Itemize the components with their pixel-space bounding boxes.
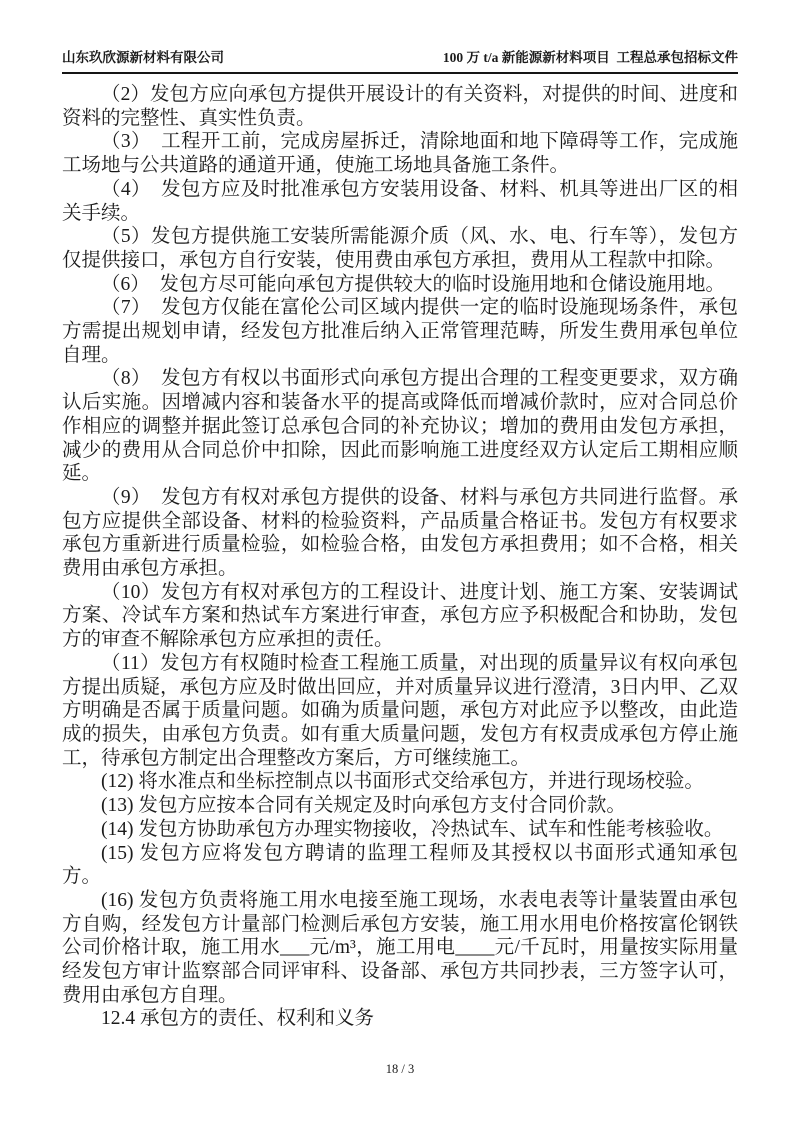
paragraph-5: （5）发包方提供施工安装所需能源介质（风、水、电、行车等），发包方仅提供接口，承包方自行安装，使用费由承包方承担，费用从工程款中扣除。 <box>62 226 738 271</box>
paragraph-7: （7） 发包方仅能在富伦公司区域内提供一定的临时设施现场条件，承包方需提出规划申请，经发包方批准后纳入正常管理范畴，所发生费用承包单位自理。 <box>62 297 738 366</box>
paragraph-15: (15) 发包方应将发包方聘请的监理工程师及其授权以书面形式通知承包方。 <box>62 842 738 888</box>
paragraph-4: （4） 发包方应及时批准承包方安装用设备、材料、机具等进出厂区的相关手续。 <box>62 178 738 224</box>
paragraph-10: （10）发包方有权对承包方的工程设计、进度计划、施工方案、安装调试方案、冷试车方案和热试车方案进行审查，承包方应予积极配合和协助，发包方的审查不解除承包方应承担的责任。 <box>62 581 738 651</box>
header-doc-title: 100 万 t/a 新能源新材料项目 工程总承包招标文件 <box>442 50 738 65</box>
paragraph-14: (14) 发包方协助承包方办理实物接收，冷热试车、试车和性能考核验收。 <box>101 818 724 840</box>
paragraph-16: (16) 发包方负责将施工用水电接至施工现场，水表电表等计量装置由承包方自购，经发包方计量部门检测后承包方安装，施工用水用电价格按富伦钢铁公司价格计取，施工用水___元/m³，施工用电____元/千瓦时，用量按实际用量经发包方审计监察部合同评审科、设备部、承包方共同抄表，三方签字认可，费用由承包方自理。 <box>62 889 738 1006</box>
paragraph-8: （8） 发包方有权以书面形式向承包方提出合理的工程变更要求，双方确认后实施。因增减内容和装备水平的提高或降低而增减价款时，应对合同总价作相应的调整并据此签订总承包合同的补充协议；增加的费用由发包方承担，减少的费用从合同总价中扣除，因此而影响施工进度经双方认定后工期相应顺延。 <box>62 368 738 485</box>
section-heading-12-4: 12.4 承包方的责任、权利和义务 <box>101 1008 375 1030</box>
paragraph-3: （3） 工程开工前，完成房屋拆迁，清除地面和地下障碍等工作，完成施工场地与公共道路的通道开通，使施工场地具备施工条件。 <box>62 131 738 177</box>
paragraph-11: （11）发包方有权随时检查工程施工质量，对出现的质量异议有权向承包方提出质疑，承包方应及时做出回应，并对质量异议进行澄清，3日内甲、乙双方明确是否属于质量问题。如确为质量问题，承包方对此应予以整改，由此造成的损失，由承包方负责。如有重大质量问题，发包方有权责成承包方停止施工，待承包方制定出合理整改方案后，方可继续施工。 <box>62 652 738 769</box>
page-footer <box>0 1062 800 1077</box>
paragraph-12: (12) 将水准点和坐标控制点以书面形式交给承包方，并进行现场校验。 <box>101 771 704 793</box>
document-body <box>62 83 738 1031</box>
paragraph-2: （2）发包方应向承包方提供开展设计的有关资料，对提供的时间、进度和资料的完整性、真实性负责。 <box>62 84 738 129</box>
page-number: 18 / 3 <box>385 1062 415 1076</box>
header-company-name: 山东玖欣源新材料有限公司 <box>62 50 224 65</box>
page-header <box>62 46 738 74</box>
paragraph-13: (13) 发包方应按本合同有关规定及时向承包方支付合同价款。 <box>101 795 626 817</box>
paragraph-6: （6） 发包方尽可能向承包方提供较大的临时设施用地和仓储设施用地。 <box>101 273 726 295</box>
paragraph-9: （9） 发包方有权对承包方提供的设备、材料与承包方共同进行监督。承包方应提供全部设备、材料的检验资料，产品质量合格证书。发包方有权要求承包方重新进行质量检验，如检验合格，由发包方承担费用；如不合格，相关费用由承包方承担。 <box>62 486 738 580</box>
